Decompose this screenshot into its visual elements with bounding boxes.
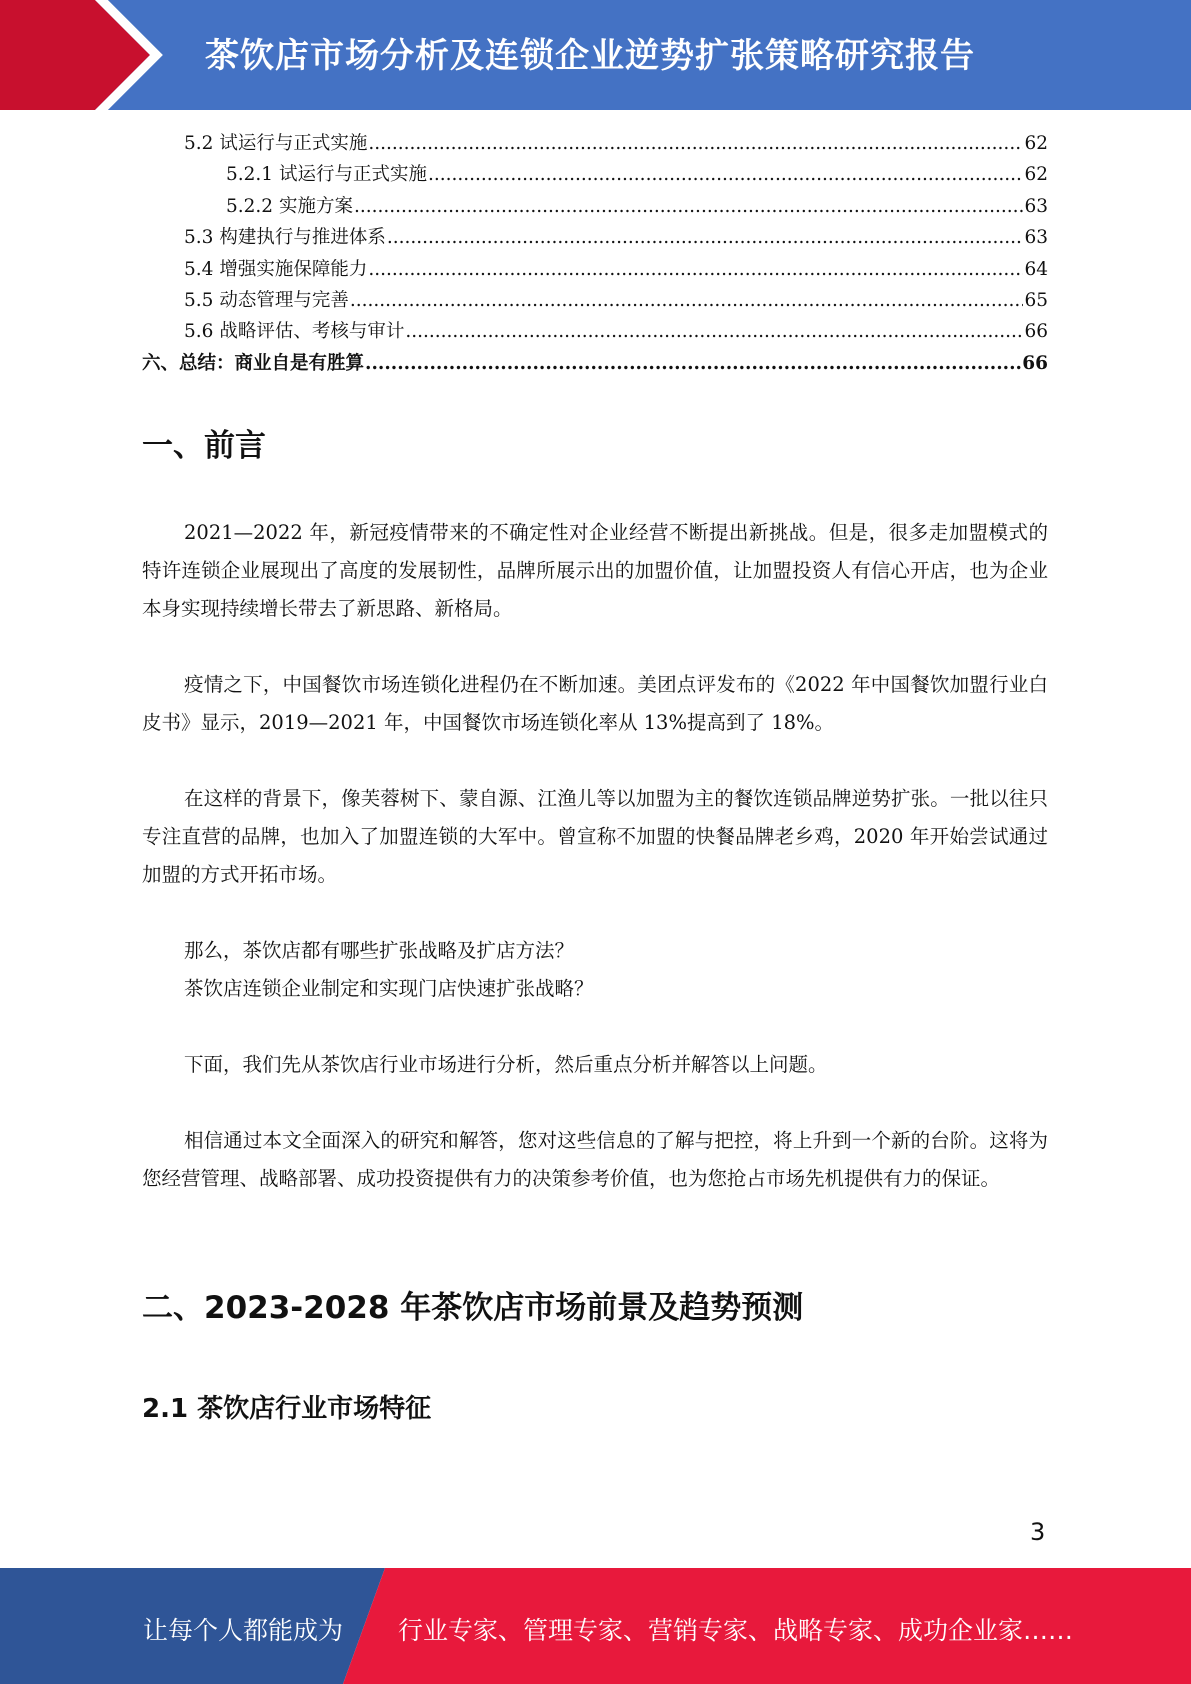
toc-entry[interactable]: [142, 191, 1048, 222]
paragraph: 茶饮店连锁企业制定和实现门店快速扩张战略？: [184, 977, 594, 1000]
paragraph: 下面，我们先从茶饮店行业市场进行分析，然后重点分析并解答以上问题。: [184, 1053, 828, 1076]
toc-entry-title: 动态管理与完善: [219, 289, 349, 311]
toc-entry-title: 增强实施保障能力: [219, 258, 368, 280]
paragraph: 那么，茶饮店都有哪些扩张战略及扩店方法？: [184, 939, 575, 962]
paragraph: 相信通过本文全面深入的研究和解答，您对这些信息的了解与把控，将上升到一个新的台阶。这将为您经营管理、战略部署、成功投资提供有力的决策参考价值，也为您抢占市场先机提供有力的保证。: [142, 1129, 1048, 1190]
toc-entry-number: 5.2: [184, 133, 214, 154]
page-number: 3: [1030, 1518, 1046, 1546]
toc-entry[interactable]: [142, 348, 1048, 379]
toc-entry-title: 总结：商业自是有胜算: [179, 352, 365, 374]
toc-dot-leader: [350, 285, 1024, 316]
toc-dot-leader: [365, 348, 1021, 379]
section-heading-preface: 一、前言: [142, 428, 266, 464]
toc-dot-leader: [405, 316, 1023, 347]
toc-dot-leader: [368, 128, 1023, 159]
paragraph: 疫情之下，中国餐饮市场连锁化进程仍在不断加速。美团点评发布的《2022 年中国餐饮加盟行业白皮书》显示，2019—2021 年，中国餐饮市场连锁化率从 13%提高到了 18%。: [142, 673, 1048, 734]
toc-entry-label: [184, 222, 386, 253]
toc-entry-number: 5.3: [184, 227, 214, 249]
paragraph: 2021—2022 年，新冠疫情带来的不确定性对企业经营不断提出新挑战。但是，很多走加盟模式的特许连锁企业展现出了高度的发展韧性，品牌所展示出的加盟价值，让加盟投资人有信心开店，也为企业本身实现持续增长带去了新思路、新格局。: [142, 521, 1048, 620]
toc-entry-label: [184, 316, 404, 347]
toc-entry-title: 构建执行与推进体系: [219, 227, 386, 249]
toc-page-number: 63: [1024, 227, 1048, 249]
toc-dot-leader: [387, 222, 1024, 253]
toc-entry-title: 战略评估、考核与审计: [219, 321, 405, 343]
toc-entry-label: [184, 128, 367, 159]
toc-entry-label: [184, 285, 349, 316]
toc-entry-number: 六、: [142, 352, 180, 374]
subsection-heading: 2.1 茶饮店行业市场特征: [142, 1394, 432, 1424]
toc-entry-label: [226, 191, 353, 222]
toc-entry-number: 5.5: [184, 289, 214, 311]
toc-entry[interactable]: [142, 159, 1048, 190]
toc-page-number: 65: [1024, 289, 1048, 311]
toc-entry-title: 试运行与正式实施: [219, 133, 368, 154]
toc-page-number: 66: [1024, 321, 1048, 343]
section-heading-forecast: 二、2023-2028 年茶饮店市场前景及趋势预测: [142, 1290, 804, 1326]
toc-entry-number: 5.2.2: [226, 195, 274, 217]
report-title: 茶饮店市场分析及连锁企业逆势扩张策略研究报告: [205, 36, 975, 76]
toc-page-number: 66: [1022, 352, 1048, 374]
toc-entry-title: 试运行与正式实施: [278, 164, 427, 186]
toc-entry-number: 5.6: [184, 321, 214, 343]
toc-entry[interactable]: [142, 222, 1048, 253]
toc-entry[interactable]: [142, 254, 1048, 285]
toc-entry-title: 实施方案: [278, 195, 353, 217]
toc-page-number: 62: [1024, 133, 1048, 154]
footer-slogan-left: 让每个人都能成为: [143, 1616, 344, 1645]
toc-page-number: 62: [1024, 164, 1048, 186]
toc-entry-number: 5.2.1: [226, 164, 274, 186]
toc-dot-leader: [368, 254, 1023, 285]
toc-entry-label: [226, 159, 427, 190]
toc-dot-leader: [428, 159, 1023, 190]
toc-entry-label: [142, 348, 364, 379]
toc-entry[interactable]: [142, 316, 1048, 347]
toc-entry-label: [184, 254, 367, 285]
toc-page-number: 64: [1024, 258, 1048, 280]
page-header: [0, 0, 1191, 110]
toc-entry-number: 5.4: [184, 258, 214, 280]
footer-slogan-right: 行业专家、管理专家、营销专家、战略专家、成功企业家……: [398, 1616, 1074, 1645]
page-footer: [0, 1568, 1191, 1684]
toc-page-number: 63: [1024, 195, 1048, 217]
table-of-contents: [142, 128, 1048, 379]
toc-dot-leader: [354, 191, 1023, 222]
paragraph: 在这样的背景下，像芙蓉树下、蒙自源、江渔儿等以加盟为主的餐饮连锁品牌逆势扩张。一批以往只专注直营的品牌，也加入了加盟连锁的大军中。曾宣称不加盟的快餐品牌老乡鸡，2020 年开始尝试通过加盟的方式开拓市场。: [142, 787, 1048, 886]
toc-entry[interactable]: [142, 285, 1048, 316]
toc-entry[interactable]: [142, 128, 1048, 159]
